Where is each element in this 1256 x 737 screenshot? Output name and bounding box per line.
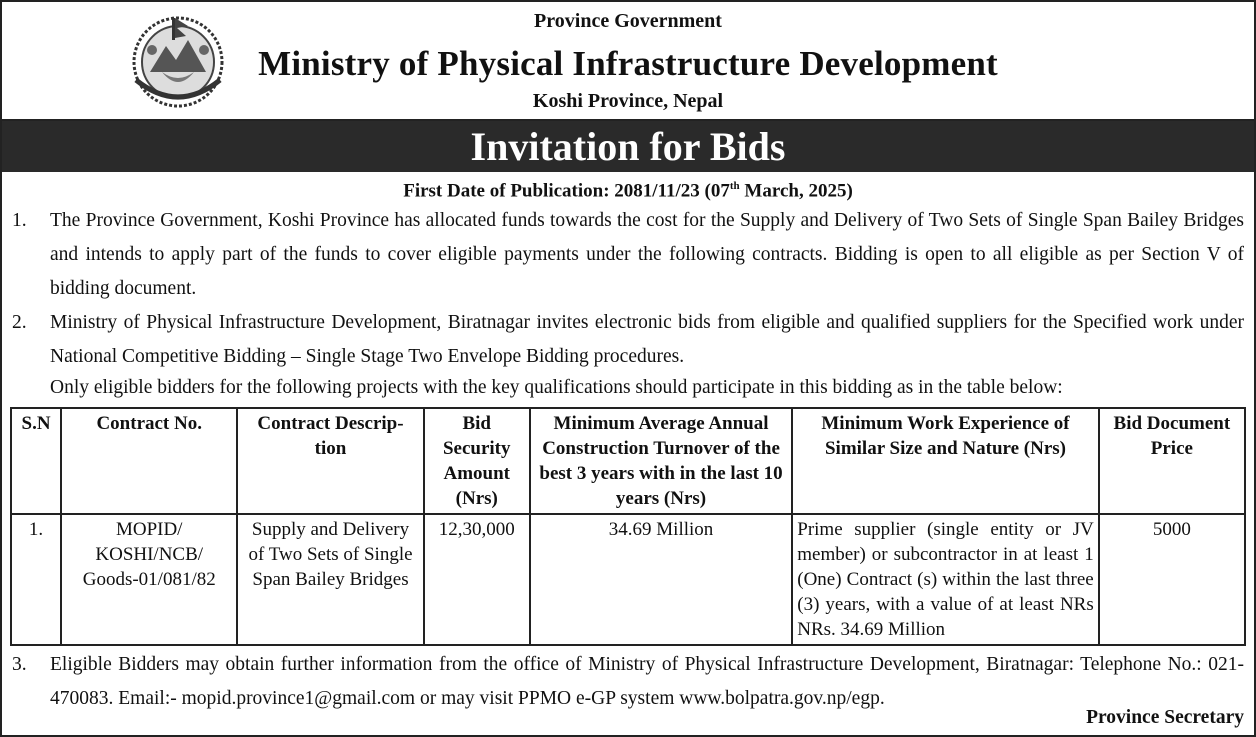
paragraph-1-number: 1. [12,210,27,231]
col-bid-security: Bid Security Amount (Nrs) [424,408,530,514]
paragraph-1-text: The Province Government, Koshi Province has allocated funds towards the cost for the Supply and Delivery of Two Sets of Single Span Bailey Bridges and intends to apply part of the funds to cover eligible payments under the following contracts. Bidding is open to all eligible as per Section V of bidding document. [50,210,1244,299]
header-location: Koshi Province, Nepal [532,90,724,112]
paragraph-3 [2,648,1254,716]
header-ministry-title: Ministry of Physical Infrastructure Development [258,44,998,83]
cell-bid-security: 12,30,000 [424,514,530,645]
publication-date-sup: th [729,180,740,192]
publication-date-prefix: First Date of Publication: 2081/11/23 (07 [403,180,730,202]
notice-header [2,2,1254,121]
table-header-row [11,408,1245,514]
cell-work-experience: Prime supplier (single entity or JV member) or subcontractor in at least 1 (One) Contract (s) within the last three (3) years, with a value of at least NRs NRs. 34.69 Million [792,514,1098,645]
paragraph-2 [2,306,1254,374]
paragraph-2-number: 2. [12,312,27,333]
cell-document-price: 5000 [1099,514,1245,645]
cell-turnover: 34.69 Million [530,514,792,645]
paragraph-1 [2,204,1254,306]
col-sn: S.N [11,408,61,514]
col-contract-no: Contract No. [61,408,237,514]
header-province-government: Province Government [534,10,722,32]
paragraph-2-text: Ministry of Physical Infrastructure Development, Biratnagar invites electronic bids from eligible and qualified suppliers for the Specified work under National Competitive Bidding – Single Stage Two Envelope Bidding procedures. [50,312,1244,367]
publication-date [2,180,1254,204]
invitation-banner: Invitation for Bids [2,121,1254,172]
col-document-price: Bid Document Price [1099,408,1245,514]
cell-contract-description: Supply and Delivery of Two Sets of Single Span Bailey Bridges [237,514,423,645]
cell-sn: 1. [11,514,61,645]
table-row [11,514,1245,645]
paragraph-3-number: 3. [12,654,27,675]
publication-date-suffix: March, 2025) [739,180,853,202]
paragraph-2-continuation [2,371,1254,405]
bids-table [10,407,1246,646]
paragraph-2b-text: Only eligible bidders for the following projects with the key qualifications should participate in this bidding as in the table below: [50,377,1063,398]
col-work-experience: Minimum Work Experience of Similar Size and Nature (Nrs) [792,408,1098,514]
col-turnover: Minimum Average Annual Construction Turnover of the best 3 years with in the last 10 years (Nrs) [530,408,792,514]
cell-contract-no: MOPID/ KOSHI/NCB/ Goods-01/081/82 [61,514,237,645]
col-contract-description: Contract Descrip-tion [237,408,423,514]
signature-province-secretary: Province Secretary [1086,707,1244,728]
paragraph-3-text: Eligible Bidders may obtain further information from the office of Ministry of Physical Infrastructure Development, Biratnagar: Telephone No.: 021-470083. Email:- mopid.province1@gmail.com or may visit PPMO e-GP system www.bolpatra.gov.np/egp. [50,654,1244,709]
